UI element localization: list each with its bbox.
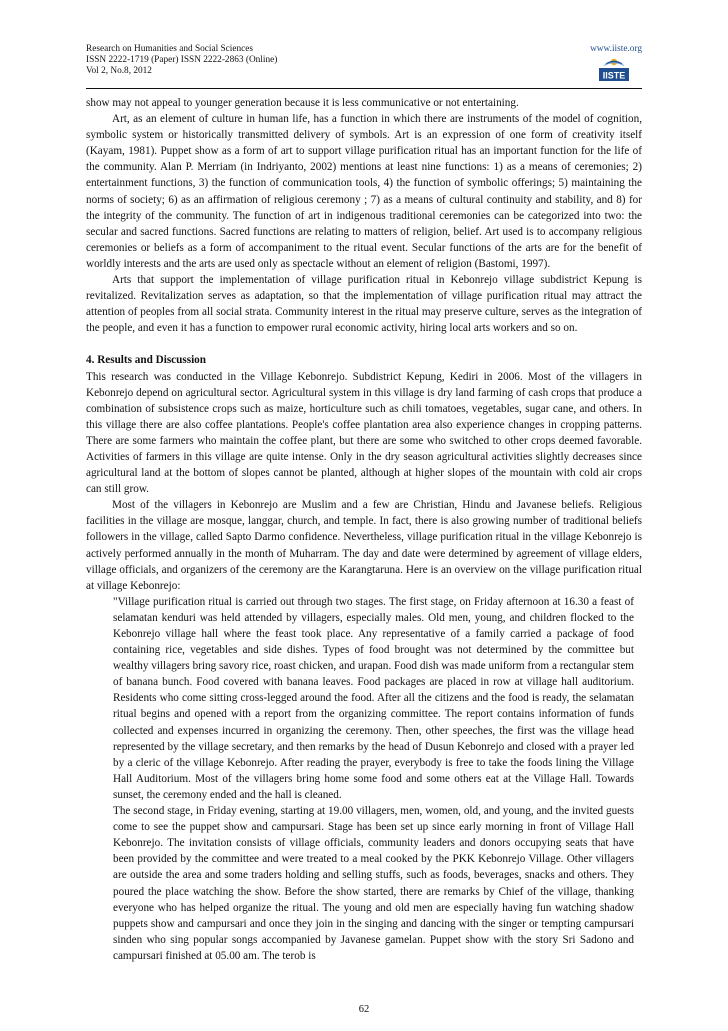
volume-line: Vol 2, No.8, 2012 xyxy=(86,66,152,76)
quote-first-stage: "Village purification ritual is carried out through two stages. The first stage, on Friday afternoon at 16.30 a feast of selamatan kenduri was held attended by villagers, especially males. Old men, young, and children flocked to the Kebonrejo village hall where the feast took place. Any representative of a family carried a package of food containing rice, vegetables and side dishes. Types of food brought was not determined by the committee but wealthy villagers bring savory rice, roast chicken, and urapan. Food dish was made uniform from a rectangular stem of banana bunch. Food covered with banana leaves. Food packages are placed in row at village hall auditorium. Residents who come sitting cross-legged around the food. After all the citizens and the food is ready, the selamatan ritual begins and opened with a report from the organizing committee. The report contains information of funds collected and expenses incurred in organizing the ceremony. Then, other speeches, the first was the village head represented by the village secretary, and then remarks by the head of Dusun Kebonrejo and closed with a prayer led by a cleric of the village Kebonrejo. After reading the prayer, everybody is free to take the foods lining the Village Hall Auditorium. Most of the villagers bring home some food and some others eat at the Village Hall. Towards sunset, the ceremony ended and the hall is cleaned. xyxy=(113,595,634,801)
paragraph-research-site: This research was conducted in the Village Kebonrejo. Subdistrict Kepung, Kediri in 2006. Most of the villagers in Kebonrejo depend on agricultural sector. Agricultural system in this village is dry land farming of cash crops that produce a combination of subsistence crops such as maize, horticulture such as chili tomatoes, vegetables, sugar cane, and others. In this village there are also coffee plantations. People's coffee plantation area also experience changes in cropping patterns. There are some farmers who maintain the coffee plant, but there are some who switched to other crops deemed favorable. Activities of farmers in this village are quite intense. Only in the dry season agricultural activities slightly decreases since agricultural land at the bottom of slopes cannot be planted, although at higher slopes of the mountain with cold air crops can still grow. xyxy=(86,370,642,496)
journal-title: Research on Humanities and Social Sciences xyxy=(86,44,254,54)
quote-second-stage: The second stage, in Friday evening, starting at 19.00 villagers, men, women, old, and young, and the invited guests come to see the puppet show and campursari. Stage has been set up since early morning in front of Village Hall Kebonrejo. The invitation consists of village officials, community leaders and donors occupying seats that have been provided by the committee and were treated to a meal cooked by the PKK Kebonrejo Village. Other villagers are outside the area and some traders holding and selling stuffs, such as foods, beverages, snacks and others. They poured the place watching the show. Before the show started, there are remarks by Chief of the village, thanking everyone who has helped organize the ritual. The young and old men are especially having fun watching shadow puppets show and campursari and once they join in the singing and dancing with the singer or tempting campursari sinden who sing popular songs accompanied by Javanese gamelan. Puppet show with the story Sri Sadono and campursari finished at 05.00 am. The terob is xyxy=(113,805,634,962)
section-gap xyxy=(86,336,642,352)
paragraph-art-function: Art, as an element of culture in human life, has a function in which there are instruments of the model of cognition, symbolic system or historically transmitted delivery of symbols. Art is an expression of one form of creativity itself (Kayam, 1981). Puppet show as a form of art to support village purification ritual has an important function for the life of the community. Alan P. Merriam (in Indriyanto, 2002) mentions at least nine functions: 1) as a means of ceremonies; 2) entertainment functions, 3) the function of communication tools, 4) the function of symbolic offerings; 5) maintaining the norms of society; 6) as an affirmation of religious ceremony ; 7) as a means of cultural continuity and stability, and 8) for the integrity of the community. The function of art in indigenous traditional ceremonies can be categorized into two: the secular and sacred functions. Sacred functions are relating to matters of religion, belief. Art used is to accompany religious ceremonies or beliefs as a form of accompaniment to the ritual event. Secular functions of the arts are for the benefit of worldly interests and the arts are used only as spectacle without an element of religion (Bastomi, 1997). xyxy=(86,113,642,270)
header-rule xyxy=(86,88,642,89)
page-body xyxy=(86,95,642,964)
section-heading: 4. Results and Discussion xyxy=(86,354,206,367)
page-number: 62 xyxy=(358,1004,370,1015)
journal-url[interactable]: www.iiste.org xyxy=(590,44,642,54)
paragraph-religion: Most of the villagers in Kebonrejo are Muslim and a few are Christian, Hindu and Javanese beliefs. Religious facilities in the village are mosque, langgar, church, and temple. In fact, there is also growing number of traditional beliefs followers in the village, called Sapto Darmo confidence. Nevertheless, village purification ritual in the village Kebonrejo is actively performed annually in the month of Muharram. The day and date were determined by agreement of village elders, village officials, and organizers of the ceremony are the Karangtaruna. Here is an overview on the village purification ritual at village Kebonrejo: xyxy=(86,499,642,592)
iiste-logo xyxy=(594,57,634,83)
paragraph-continuation: show may not appeal to younger generation because it is less communicative or not entertaining. xyxy=(86,97,519,109)
running-header xyxy=(86,44,642,87)
issn-line: ISSN 2222-1719 (Paper) ISSN 2222-2863 (Online) xyxy=(86,55,278,65)
paragraph-revitalization: Arts that support the implementation of village purification ritual in Kebonrejo village subdistrict Kepung is revitalized. Revitalization serves as adaptation, so that the implementation of village purification ritual may attract the attention of peoples from all social strata. Community interest in the ritual may preserve culture, serves as the integration of the people, and even it has a function to empower rural economic activity, hiring local arts workers and so on. xyxy=(86,274,642,335)
svg-text:IISTE: IISTE xyxy=(602,70,626,81)
